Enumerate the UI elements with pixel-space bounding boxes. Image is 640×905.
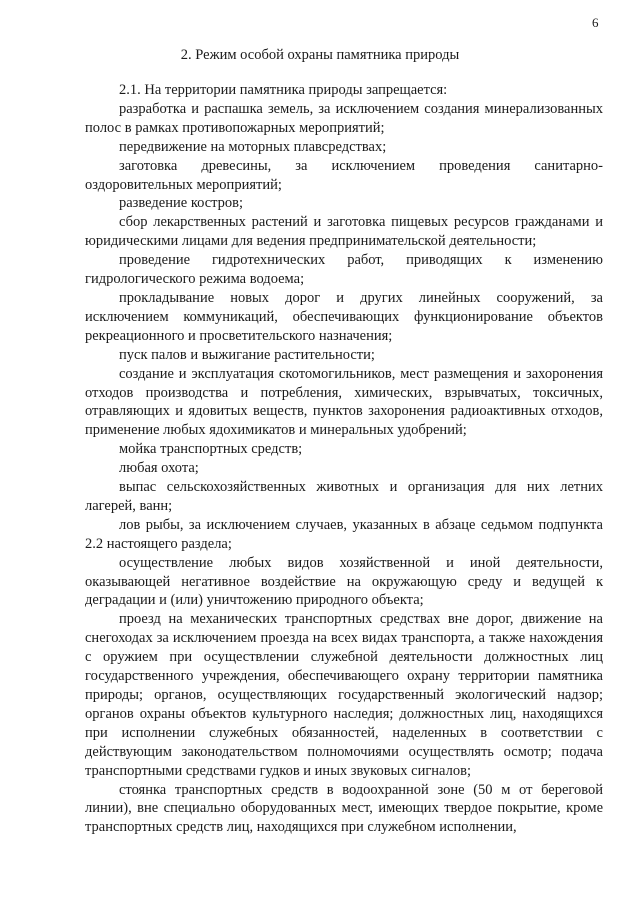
list-item: выпас сельскохозяйственных животных и организация для них летних лагерей, ванн; <box>85 479 603 514</box>
page-number: 6 <box>592 15 599 30</box>
list-item: стоянка транспортных средств в водоохранной зоне (50 м от береговой линии), вне специально оборудованных мест, имеющих твердое покрытие, кроме транспортных средств лиц, находящихся при служебном исполнении, <box>85 781 603 836</box>
list-item: разработка и распашка земель, за исключением создания минерализованных полос в рамках противопожарных мероприятий; <box>85 100 603 136</box>
body-text <box>85 81 603 837</box>
list-item: лов рыбы, за исключением случаев, указанных в абзаце седьмом подпункта 2.2 настоящего раздела; <box>85 516 603 552</box>
list-item: разведение костров; <box>119 195 244 212</box>
list-item: любая охота; <box>119 460 199 477</box>
list-item: передвижение на моторных плавсредствах; <box>119 138 387 155</box>
paragraph-intro: 2.1. На территории памятника природы запрещается: <box>119 82 448 98</box>
list-item: создание и эксплуатация скотомогильников, мест размещения и захоронения отходов производства и потребления, химических, взрывчатых, токсичных, отравляющих и ядовитых веществ, пунктов захоронения радиоактивных отходов, применение любых ядохимикатов и минеральных удобрений; <box>85 365 603 439</box>
section-heading: 2. Режим особой охраны памятника природы <box>180 47 460 63</box>
list-item: сбор лекарственных растений и заготовка пищевых ресурсов гражданами и юридическими лицами для ведения предпринимательской деятельности; <box>85 214 603 250</box>
list-item: проезд на механических транспортных средствах вне дорог, движение на снегоходах за исключением проезда на всех видах транспорта, а также нахождения с оружием при осуществлении служебной деятельности должностных лиц государственного учреждения, обеспечивающего охрану территории памятника природы; органов, осуществляющих государственный экологический надзор; органов охраны объектов культурного наследия; должностных лиц, находящихся при исполнении служебных обязанностей, наделенных в соответствии с действующим законодательством полномочиями осуществлять осмотр; подача транспортными средствами гудков и иных звуковых сигналов; <box>85 611 603 779</box>
list-item: мойка транспортных средств; <box>119 441 303 458</box>
list-item: заготовка древесины, за исключением проведения санитарно-оздоровительных мероприятий; <box>85 157 603 193</box>
list-item: пуск палов и выжигание растительности; <box>119 346 375 363</box>
list-item: проведение гидротехнических работ, приводящих к изменению гидрологического режима водоема; <box>85 252 603 288</box>
list-item: осуществление любых видов хозяйственной и иной деятельности, оказывающей негативное воздействие на окружающую среду и ведущей к деградации и (или) уничтожению природного объекта; <box>85 554 603 609</box>
list-item: прокладывание новых дорог и других линейных сооружений, за исключением коммуникаций, обеспечивающих функционирование объектов рекреационного и просветительского назначения; <box>85 289 603 344</box>
